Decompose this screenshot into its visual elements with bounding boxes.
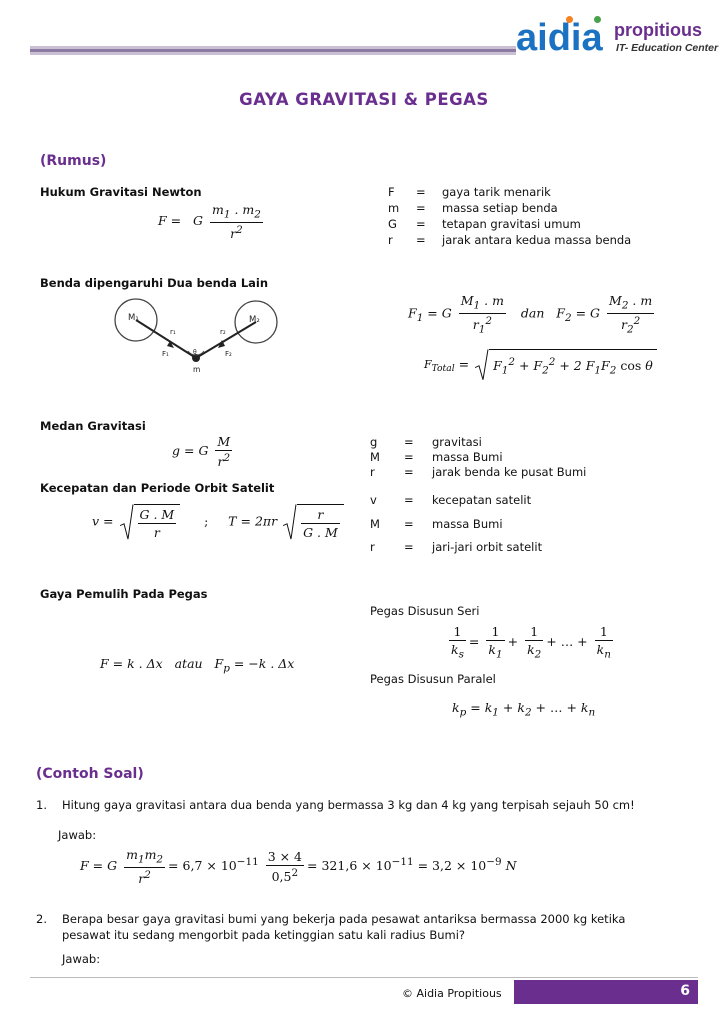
diagram-label: r₁ [170, 328, 176, 336]
page-number: 6 [680, 983, 690, 999]
footer-rule [30, 977, 698, 978]
question-text: Hitung gaya gravitasi antara dua benda yang bermassa 3 kg dan 4 kg yang terpisah sejauh 50 cm! [62, 798, 635, 812]
answer-label: Jawab: [58, 828, 97, 842]
logo-text: aidia [516, 17, 603, 59]
satelit-heading: Kecepatan dan Periode Orbit Satelit [40, 481, 275, 495]
question-text-line2: pesawat itu sedang mengorbit pada ketinggian satu kali radius Bumi? [62, 928, 466, 942]
diagram-label: F₁ [162, 350, 169, 358]
answer-label: Jawab: [62, 952, 101, 966]
diagram-label: r₂ [220, 328, 226, 336]
newton-formula: F = G $\frac{m_1 . m_2}{r^2}$ [158, 202, 261, 241]
total-force-formula: $F_{Total}$ = $F_1^2 + F_2^2 + 2$ $F_1F_2$ cos θ [424, 349, 657, 381]
diagram-label: θ [193, 349, 197, 356]
pegas-paralel-label: Pegas Disusun Paralel [370, 672, 496, 686]
satelit-formula: v = $\frac{G . M}{r}$ ; T = 2πr $\frac{r}{G . M}$ [92, 504, 344, 540]
question-number: 1. [36, 798, 47, 812]
pegas-force-formula: F = k . Δx atau $F_p = -k$ . Δx [100, 656, 295, 675]
diagram-label: M₂ [249, 315, 260, 325]
brand-logo [516, 14, 722, 66]
pegas-paralel-formula: $k_p = k_1 + k_2$ + … + $k_n$ [452, 700, 596, 719]
dua-benda-heading: Benda dipengaruhi Dua benda Lain [40, 276, 269, 290]
dua-benda-force-formula: $F_1 = G$ $\frac{M_1 . m}{r_1^2}$ dan $F_2 = G$ $\frac{M_2 . m}{r_2^2}$ [408, 293, 653, 336]
pegas-seri-label: Pegas Disusun Seri [370, 604, 480, 618]
diagram-label: M₁ [128, 313, 139, 323]
medan-formula: g = G $\frac{M}{r^2}$ [172, 434, 231, 470]
pegas-heading: Gaya Pemulih Pada Pegas [40, 587, 208, 601]
newton-heading: Hukum Gravitasi Newton [40, 185, 202, 199]
footer-page-box [514, 980, 698, 1004]
answer-working: F = G $\frac{m_1m_2}{r^2}$ = $6,7 \times 10^{-11}$ $\frac{3 \times 4}{0,5^2}$ = $321,6 \times 10^{-11} = 3,2 \times 10^{-9}$ N [80, 847, 517, 886]
question-text-line1: Berapa besar gaya gravitasi bumi yang bekerja pada pesawat antariksa bermassa 2000 kg ketika [62, 912, 626, 926]
pegas-seri-formula: $\frac{1}{k_s}$ = $\frac{1}{k_1}$ + $\frac{1}{k_2}$ + … + $\frac{1}{k_n}$ [451, 624, 611, 661]
diagram-label: m [193, 365, 201, 374]
page-title: GAYA GRAVITASI & PEGAS [239, 90, 489, 109]
section-contoh-heading: (Contoh Soal) [36, 766, 144, 782]
logo-tagline-1: propitious [614, 20, 702, 40]
diagram-label: F₂ [225, 350, 232, 358]
logo-tagline-2: IT- Education Center [616, 42, 719, 54]
footer-copyright: © Aidia Propitious [402, 987, 502, 1000]
two-mass-diagram [112, 296, 282, 378]
section-rumus-heading: (Rumus) [40, 153, 107, 169]
question-number: 2. [36, 912, 47, 926]
medan-heading: Medan Gravitasi [40, 419, 146, 433]
